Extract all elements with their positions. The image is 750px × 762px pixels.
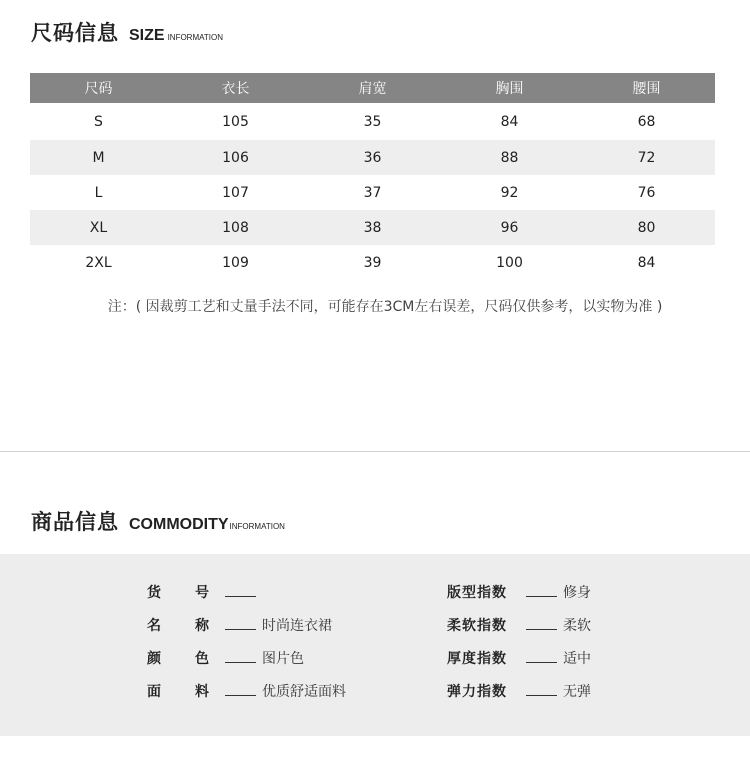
blank-line: [225, 654, 256, 663]
table-row: [30, 210, 715, 245]
table-row: [30, 175, 715, 210]
table-cell: 105: [222, 113, 249, 130]
table-cell: 88: [441, 140, 578, 175]
table-cell: 100: [496, 254, 523, 271]
info-value: 图片色: [262, 651, 304, 667]
table-cell: 35: [363, 113, 382, 130]
table-cell: M: [30, 140, 167, 175]
size-table: [30, 73, 715, 280]
table-cell: 2XL: [85, 254, 112, 271]
commodity-info-panel: [0, 554, 750, 736]
table-cell: 68: [637, 113, 656, 130]
commodity-title-sub: INFORMATION: [229, 522, 285, 531]
size-section-title: [31, 17, 223, 47]
info-row-softness: [447, 614, 591, 636]
info-value: 适中: [563, 651, 591, 667]
info-row-color: [147, 647, 304, 669]
label-char: 称: [195, 618, 209, 634]
table-cell: 37: [363, 184, 382, 201]
table-cell: 39: [363, 254, 382, 271]
column-header: 腰围: [578, 73, 715, 103]
table-cell: 36: [304, 140, 441, 175]
size-title-en: SIZE: [129, 27, 165, 44]
commodity-section-title: [31, 506, 285, 536]
table-cell: 84: [637, 254, 656, 271]
info-row-thickness: [447, 647, 591, 669]
column-header: 衣长: [167, 73, 304, 103]
column-header: 肩宽: [304, 73, 441, 103]
info-value: 柔软: [563, 618, 591, 634]
table-cell: 92: [500, 184, 519, 201]
table-cell: XL: [30, 210, 167, 245]
info-value: 优质舒适面料: [262, 684, 346, 700]
info-label: 弹力指数: [447, 684, 507, 700]
table-cell: 109: [222, 254, 249, 271]
table-cell: 106: [167, 140, 304, 175]
info-row-fit: [447, 581, 591, 603]
blank-line: [225, 588, 256, 597]
info-row-elasticity: [447, 680, 591, 702]
label-char: 面: [147, 684, 161, 700]
table-cell: S: [94, 113, 103, 130]
info-label: [147, 615, 209, 635]
info-row-name: [147, 614, 332, 636]
label-char: 货: [147, 585, 161, 601]
info-value: 无弹: [563, 684, 591, 700]
info-label: [147, 648, 209, 668]
info-label: [147, 582, 209, 602]
blank-line: [526, 588, 557, 597]
info-value: 时尚连衣裙: [262, 618, 332, 634]
blank-line: [225, 621, 256, 630]
label-char: 号: [195, 585, 209, 601]
table-row: [30, 103, 715, 140]
table-cell: 38: [304, 210, 441, 245]
info-row-fabric: [147, 680, 346, 702]
blank-line: [526, 654, 557, 663]
size-note: 注：( 因裁剪工艺和丈量手法不同，可能存在3CM左右误差，尺码仅供参考，以实物为准 ): [107, 299, 663, 315]
label-char: 颜: [147, 651, 161, 667]
label-char: 色: [195, 651, 209, 667]
table-cell: 76: [637, 184, 656, 201]
info-label: 厚度指数: [447, 651, 507, 667]
label-char: 名: [147, 618, 161, 634]
table-cell: 96: [441, 210, 578, 245]
table-row: [30, 140, 715, 175]
blank-line: [526, 621, 557, 630]
blank-line: [225, 687, 256, 696]
blank-line: [526, 687, 557, 696]
info-label: [147, 681, 209, 701]
commodity-title-en: COMMODITY: [129, 516, 229, 533]
table-cell: 80: [578, 210, 715, 245]
commodity-title-cn: 商品信息: [31, 510, 119, 534]
column-header: 尺码: [30, 73, 167, 103]
size-table-header-row: [30, 73, 715, 103]
column-header: 胸围: [441, 73, 578, 103]
table-cell: L: [94, 184, 103, 201]
table-cell: 107: [222, 184, 249, 201]
section-divider: [0, 451, 750, 452]
size-title-sub: INFORMATION: [167, 33, 223, 42]
info-row-item-number: [147, 581, 262, 603]
info-value: 修身: [563, 585, 591, 601]
size-title-cn: 尺码信息: [31, 21, 119, 45]
table-cell: 108: [167, 210, 304, 245]
info-label: 版型指数: [447, 585, 507, 601]
table-cell: 84: [500, 113, 519, 130]
label-char: 料: [195, 684, 209, 700]
table-cell: 72: [578, 140, 715, 175]
table-row: [30, 245, 715, 280]
info-label: 柔软指数: [447, 618, 507, 634]
